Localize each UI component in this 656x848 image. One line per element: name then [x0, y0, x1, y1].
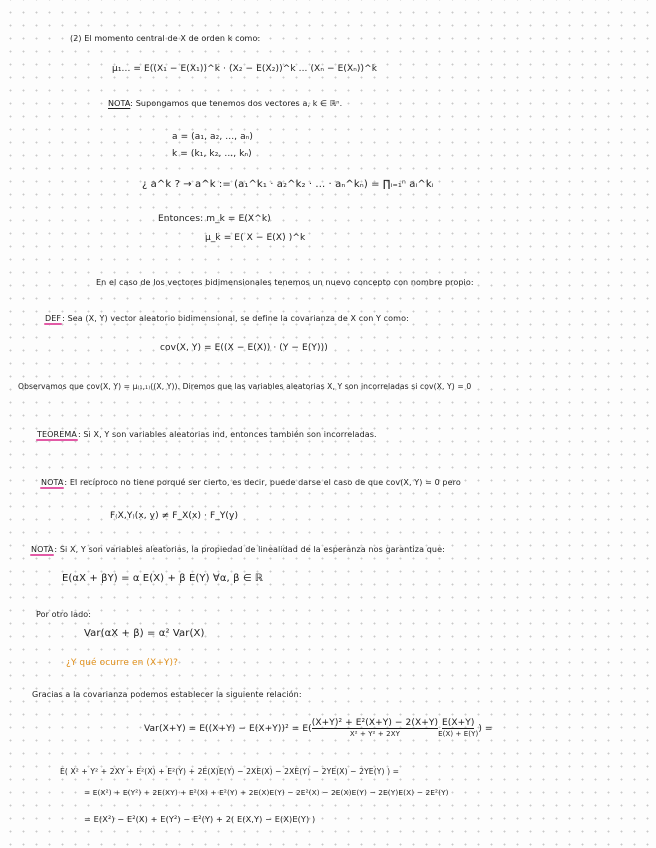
formula-line: cov(X, Y) = E((X − E(X)) · (Y − E(Y))) [160, 343, 328, 353]
formula-line: E( X² + Y² + 2XY + E²(X) + E²(Y) + 2E(X)E(Y) − 2XE(X) − 2XE(Y) − 2YE(X) − 2YE(Y) ) = [60, 767, 400, 776]
formula-line: ¿ a^k ? → a^k := (a₁^k₁ · a₂^k₂ · ... · aₙ^kₙ) = ∏ᵢ₌₁ⁿ aᵢ^kᵢ [142, 179, 434, 190]
question-line: ¿Y qué ocurre en (X+Y)? [66, 658, 178, 668]
note-line [40, 478, 461, 488]
formula-line: Entonces: m_k = E(X^k) [158, 214, 271, 224]
def-text: : Sea (X, Y) vector aleatorio bidimensional, se define la covarianza de X con Y como: [62, 314, 409, 323]
note-label: NOTA [31, 545, 54, 554]
definition-line [44, 314, 409, 324]
formula-part: X² + Y² + 2XY [349, 730, 400, 738]
note-text: : Supongamos que tenemos dos vectores a, k ∈ ℝⁿ. [130, 99, 343, 108]
theorem-line [36, 430, 377, 440]
formula-part: (X+Y)² + E²(X+Y) − 2(X+Y) [311, 718, 439, 728]
underbrace-group [438, 718, 478, 739]
note-label: NOTA [41, 478, 64, 487]
formula-part: E(X) + E(Y) [438, 730, 479, 738]
note-text: : El recíproco no tiene porqué ser cierto, es decir, puede darse el caso de que cov(X, Y) = 0 pero [64, 478, 461, 487]
text-line: Gracias a la covarianza podemos establecer la siguiente relación: [32, 690, 302, 699]
theorem-text: : Si X, Y son variables aleatorias ind, entonces también son incorreladas. [77, 430, 377, 439]
formula-line: a = (a₁, a₂, ..., aₙ) [172, 132, 253, 142]
theorem-label: TEOREMA [37, 430, 77, 439]
formula-line: E(αX + βY) = α E(X) + β E(Y) ∀α, β ∈ ℝ [62, 573, 263, 584]
formula-part: E(X+Y) [441, 718, 475, 728]
formula-line: F₍X,Y₎(x, y) ≠ F_X(x) · F_Y(y) [110, 511, 239, 521]
formula-line: k = (k₁, k₂, ..., kₙ) [172, 149, 252, 159]
formula-line: μ₁... = E((X₁ − E(X₁))^k · (X₂ − E(X₂))^k ... (Xₙ − E(Xₙ))^k [112, 64, 378, 74]
text-line: Observamos que cov(X, Y) = μ₍₁,₁₎((X, Y)). Diremos que las variables aleatorias X, Y son incorreladas si cov(X, Y) = 0 [18, 382, 472, 391]
formula-line: = E(X²) − E²(X) + E(Y²) − E²(Y) + 2( E(X,Y) − E(X)E(Y) ) [84, 814, 316, 824]
formula-line: μ_k = E( X − E(X) )^k [205, 233, 306, 243]
text-line: (2) El momento central de X de orden k como: [70, 34, 261, 43]
formula-line: Var(αX + β) = α² Var(X) [84, 628, 205, 639]
note-label: NOTA [108, 99, 131, 108]
note-line [108, 99, 342, 109]
underbrace-group [312, 718, 438, 739]
formula-line [144, 718, 493, 739]
note-line [30, 545, 445, 555]
formula-line: = E(X²) + E(Y²) + 2E(XY) + E²(X) + E²(Y) + 2E(X)E(Y) − 2E²(X) − 2E(X)E(Y) − 2E(Y)E(X) − 2E²(Y) [84, 788, 449, 797]
note-text: : Si X, Y son variables aleatorias, la propiedad de linealidad de la esperanza nos garantiza que: [54, 545, 445, 554]
def-label: DEF [45, 314, 62, 323]
text-line: Por otro lado: [36, 610, 92, 619]
formula-part: ) = [478, 724, 493, 734]
text-line: En el caso de los vectores bidimensionales tenemos un nuevo concepto con nombre propio: [96, 278, 474, 287]
formula-part: Var(X+Y) = E((X+Y) − E(X+Y))² = E( [144, 724, 312, 734]
